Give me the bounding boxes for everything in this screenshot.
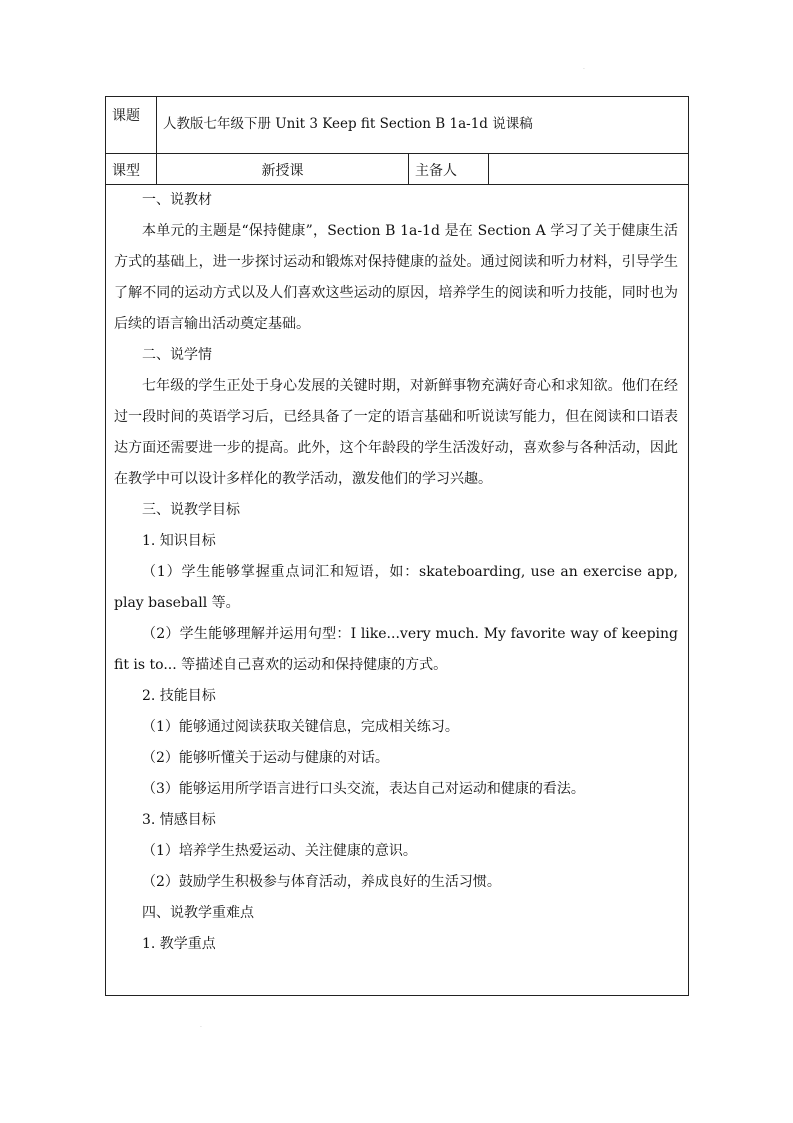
scan-dot: ·: [583, 66, 585, 73]
title-label-cell: [106, 97, 157, 154]
lesson-plan-table: [105, 96, 689, 996]
list-item: （3）能够运用所学语言进行口头交流，表达自己对运动和健康的看法。: [142, 781, 585, 797]
lesson-title: 人教版七年级下册 Unit 3 Keep fit Section B 1a-1d 说课稿: [163, 116, 533, 132]
scan-dot: ·: [200, 1024, 202, 1031]
type-label-cell: [106, 154, 157, 185]
section-heading: 二、说学情: [142, 347, 212, 363]
title-label: 课题: [112, 108, 140, 124]
title-row: [106, 97, 689, 154]
list-item: （2）能够听懂关于运动与健康的对话。: [142, 750, 389, 766]
preparer-label: 主备人: [415, 163, 457, 179]
preparer-label-cell: [409, 154, 489, 185]
subsection-heading: 1. 知识目标: [142, 533, 216, 549]
section-heading: 一、说教材: [142, 192, 212, 208]
list-item: （1）培养学生热爱运动、关注健康的意识。: [142, 843, 417, 859]
subsection-heading: 2. 技能目标: [142, 688, 216, 704]
preparer-value: [489, 154, 688, 160]
content-row: [106, 185, 689, 996]
lesson-type: 新授课: [261, 163, 304, 179]
list-item: （1）能够通过阅读获取关键信息，完成相关练习。: [142, 719, 459, 735]
section-heading: 四、说教学重难点: [142, 905, 254, 921]
content-cell: [106, 185, 689, 996]
list-item: （1）学生能够掌握重点词汇和短语，如：skateboarding, use an exercise app, play baseball 等。: [114, 564, 678, 611]
type-label: 课型: [112, 163, 140, 179]
title-value-cell: [157, 97, 689, 154]
section-heading: 三、说教学目标: [142, 502, 240, 518]
list-item: （2）学生能够理解并运用句型：I like...very much. My favorite way of keeping fit is to... 等描述自己喜欢的运动和保持健康的方式。: [114, 626, 678, 673]
list-item: （2）鼓励学生积极参与体育活动，养成良好的生活习惯。: [142, 874, 501, 890]
preparer-value-cell: [489, 154, 689, 185]
paragraph: 本单元的主题是“保持健康”，Section B 1a-1d 是在 Section A 学习了关于健康生活方式的基础上，进一步探讨运动和锻炼对保持健康的益处。通过阅读和听力材料，引导学生了解不同的运动方式以及人们喜欢这些运动的原因，培养学生的阅读和听力技能，同时也为后续的语言输出活动奠定基础。: [114, 223, 678, 332]
subsection-heading: 3. 情感目标: [142, 812, 216, 828]
paragraph: 七年级的学生正处于身心发展的关键时期，对新鲜事物充满好奇心和求知欲。他们在经过一段时间的英语学习后，已经具备了一定的语言基础和听说读写能力，但在阅读和口语表达方面还需要进一步的提高。此外，这个年龄段的学生活泼好动，喜欢参与各种活动，因此在教学中可以设计多样化的教学活动，激发他们的学习兴趣。: [114, 378, 678, 487]
subsection-heading: 1. 教学重点: [142, 936, 216, 952]
type-row: [106, 154, 689, 185]
type-value-cell: [157, 154, 409, 185]
